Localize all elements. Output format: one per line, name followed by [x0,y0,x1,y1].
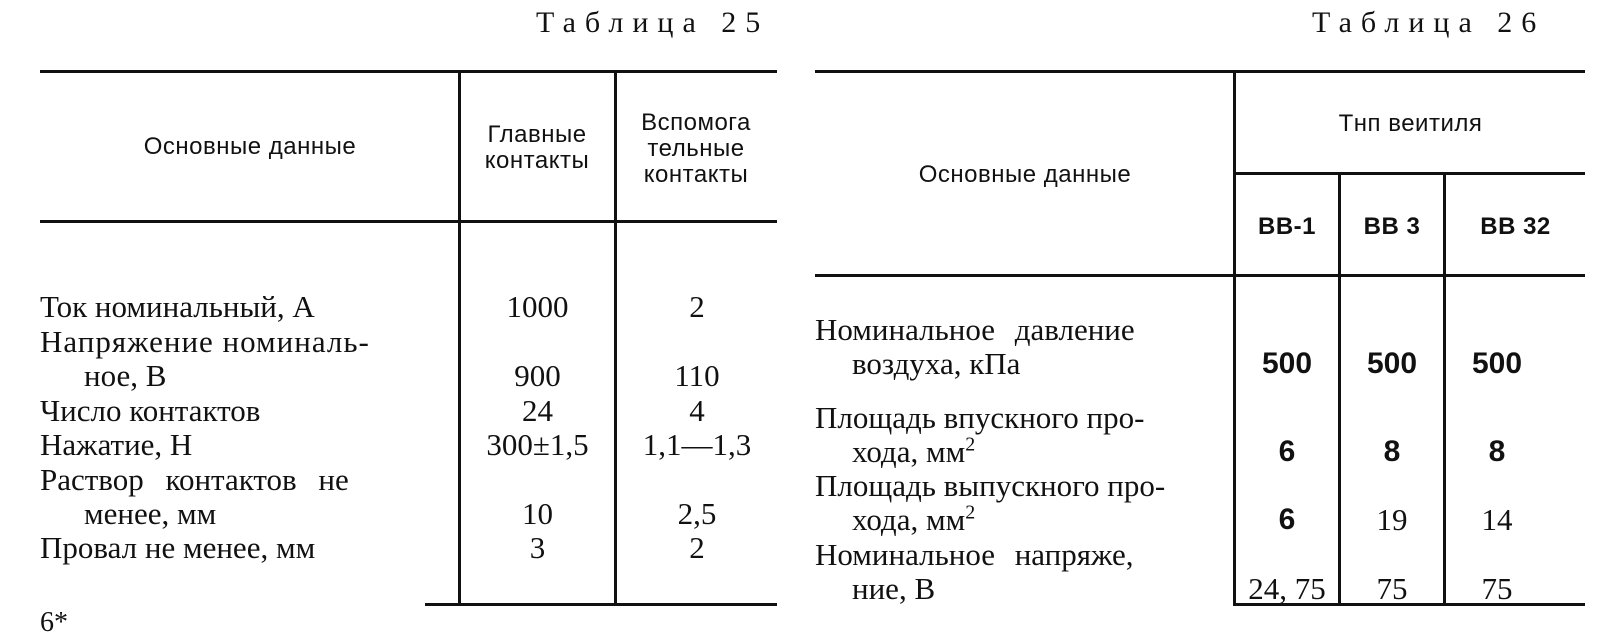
superscript: 2 [965,501,976,524]
table-26-cell: 6 [1278,435,1296,468]
table-26-row-label: Номинальное напряже, [815,537,1134,572]
table-25-header-col2 [618,110,774,188]
table-25-caption: Таблица 25 [536,6,770,39]
table-26-header-col-bb3: ВВ 3 [1363,213,1421,240]
table-25-cell: 300±1,5 [486,427,589,462]
table-26-row-label: Номинальное давление [815,312,1135,347]
table-25-cell: 4 [689,393,705,428]
table-25-header-main: Основные данные [143,133,357,160]
table-26-header-main: Основные данные [918,161,1132,188]
table-25-row-label-cont: ное, В [84,358,167,393]
table-25-header-col2-line3: контакты [643,161,749,188]
table-25-row-label: Раствор контактов не [40,462,349,497]
table-26-cell: 500 [1261,347,1313,380]
table-26-row-label-cont [852,435,975,468]
table-26-header-group: Тнп веитиля [1338,110,1483,137]
table-26-cell: 500 [1471,347,1523,380]
table-26-header-col-bb1: ВВ-1 [1257,213,1316,240]
table-26-cell: 500 [1366,347,1418,380]
table-25-header-col2-line1: Вспомога [641,109,751,136]
table-25-row-label: Число контактов [40,393,261,428]
table-26-cell: 14 [1481,502,1513,537]
table-26-cell: 6 [1278,503,1296,536]
table-26-cell: 75 [1481,571,1513,606]
table-25-row-label: Напряжение номиналь- [40,324,370,359]
table-26-cell: 24, 75 [1248,571,1326,606]
table-25-row-label: Провал не менее, мм [40,530,316,565]
table-25-row-label: Ток номинальный, А [40,289,315,324]
table-25-top-rule [40,70,777,73]
table-25-bottom-rule [425,603,777,606]
table-26-cell: 8 [1383,435,1401,468]
page-footnote-marker: 6* [40,607,68,638]
table-26-cell: 19 [1376,502,1408,537]
table-26-cell: 8 [1488,435,1506,468]
table-26-caption: Таблица 26 [1312,6,1546,39]
table-25-header-col1-line1: Главные [487,121,587,148]
table-26-row-label-cont: воздуха, кПа [852,346,1021,381]
table-26-header-rule [815,274,1585,277]
superscript: 2 [965,433,976,456]
table-25-header-col1 [462,122,612,174]
table-25-cell: 2,5 [677,496,717,531]
table-25-cell: 900 [514,358,561,393]
table-25-header-rule [40,220,777,223]
table-26-row-label-cont [852,503,975,536]
table-26-group-rule [1236,172,1585,175]
table-25-header-col1-line2: контакты [484,147,590,174]
table-25-cell: 1000 [506,289,569,324]
table-25-cell: 2 [689,289,705,324]
table-25-row-label: Нажатие, Н [40,427,193,462]
table-25-cell: 1,1—1,3 [642,427,752,462]
table-26-row-label: Площадь выпускного про- [815,468,1166,503]
table-25-row-label-cont: менее, мм [84,496,217,531]
table-26-row-label: Площадь впускного про- [815,400,1145,435]
table-26-row-label-cont: ние, В [852,571,936,606]
label-text: хода, мм [852,502,966,537]
table-26-top-rule [815,70,1585,73]
table-26-cell: 75 [1376,571,1408,606]
table-25-cell: 3 [529,530,546,565]
table-26-header-col-bb32: ВВ 32 [1480,213,1551,240]
table-25-cell: 10 [522,496,553,531]
table-25-cell: 110 [674,358,720,393]
table-25-cell: 24 [522,393,553,428]
table-25-cell: 2 [689,530,705,565]
label-text: хода, мм [852,434,966,469]
table-25-header-col2-line2: тельные [647,135,745,162]
